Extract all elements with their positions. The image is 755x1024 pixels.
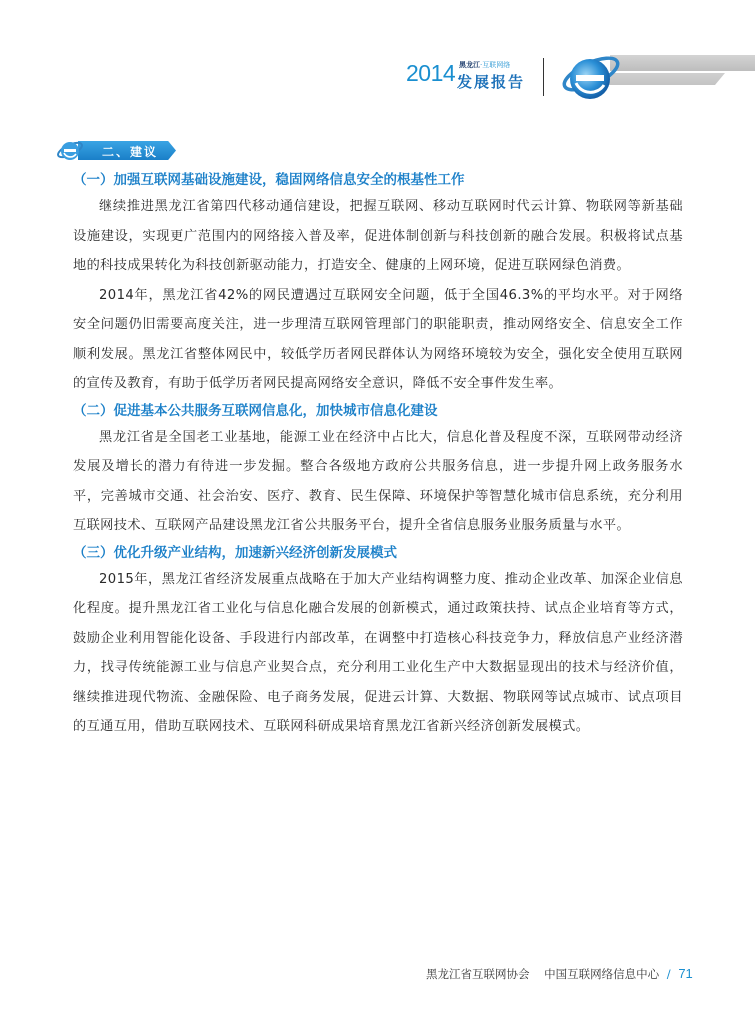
document-body <box>73 168 683 742</box>
subsection-heading-1: （一）加强互联网基础设施建设，稳固网络信息安全的根基性工作 <box>73 172 465 188</box>
section-title-badge <box>56 137 176 163</box>
footer-org-1: 黑龙江省互联网协会 <box>426 967 530 981</box>
header-decor-bar <box>610 55 755 71</box>
paragraph-3-1: 2015年，黑龙江省经济发展重点战略在于加大产业结构调整力度、推动企业改革、加深企业信息化程度。提升黑龙江省工业化与信息化融合发展的创新模式，通过政策扶持、试点企业培育等方式，鼓励企业利用智能化设备、手段进行内部改革，在调整中打造核心科技竞争力，释放信息产业经济潜力，找寻传统能源工业与信息产业契合点，充分利用工业化生产中大数据显现出的技术与经济价值，继续推进现代物流、金融保险、电子商务发展，促进云计算、大数据、物联网等试点城市、试点项目的互通互用，借助互联网技术、互联网科研成果培育黑龙江省新兴经济创新发展模式。 <box>73 571 683 734</box>
page-header <box>0 0 755 120</box>
page-number: 71 <box>678 966 693 981</box>
section-title: 二、建议 <box>102 145 159 159</box>
header-subtitle-topic: ·互联网络 <box>480 61 511 69</box>
header-title: 发展报告 <box>457 73 526 91</box>
header-subtitle <box>459 60 510 70</box>
subsection-heading-3: （三）优化升级产业结构，加速新兴经济创新发展模式 <box>73 544 397 561</box>
page-footer <box>426 966 693 982</box>
paragraph-1-1: 继续推进黑龙江省第四代移动通信建设，把握互联网、移动互联网时代云计算、物联网等新基础设施建设，实现更广范围内的网络接入普及率，促进体制创新与科技创新的融合发展。积极将试点基地的科技成果转化为科技创新驱动能力，打造安全、健康的上网环境，促进互联网绿色消费。 <box>73 199 683 273</box>
subsection-heading-2: （二）促进基本公共服务互联网信息化，加快城市信息化建设 <box>73 402 438 419</box>
paragraph-1-2: 2014年，黑龙江省42%的网民遭遇过互联网安全问题，低于全国46.3%的平均水平。对于网络安全问题仍旧需要高度关注，进一步理清互联网管理部门的职能职责，推动网络安全、信息安全工作顺利发展。黑龙江省整体网民中，较低学历者网民群体认为网络环境较为安全，强化安全使用互联网的宣传及教育，有助于低学历者网民提高网络安全意识，降低不安全事件发生率。 <box>73 287 683 391</box>
paragraph-2-1: 黑龙江省是全国老工业基地，能源工业在经济中占比大，信息化普及程度不深，互联网带动经济发展及增长的潜力有待进一步发掘。整合各级地方政府公共服务信息，进一步提升网上政务服务水平，完善城市交通、社会治安、医疗、教育、民生保障、环境保护等智慧化城市信息系统，充分利用互联网技术、互联网产品建设黑龙江省公共服务平台，提升全省信息服务业服务质量与水平。 <box>73 429 683 533</box>
ie-e-logo-icon <box>560 47 622 105</box>
footer-separator: / <box>666 967 671 981</box>
footer-org-2: 中国互联网络信息中心 <box>544 967 660 981</box>
header-year: 2014 <box>406 60 456 86</box>
ie-e-logo-icon <box>56 137 84 163</box>
header-subtitle-region: 黑龙江 <box>459 61 480 69</box>
header-divider <box>543 58 544 96</box>
